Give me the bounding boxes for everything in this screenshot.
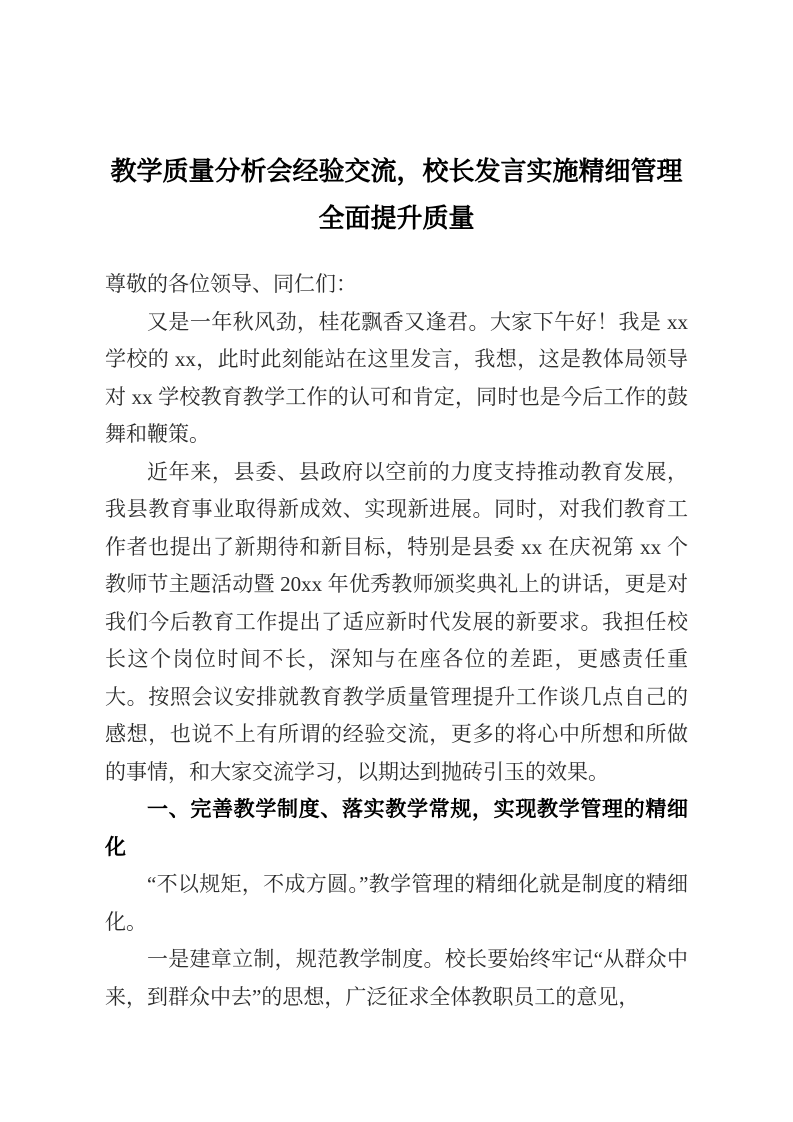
paragraph: 尊敬的各位领导、同仁们： xyxy=(105,272,357,296)
document-title: 教学质量分析会经验交流，校长发言实施精细管理全面提升质量 xyxy=(110,157,683,233)
paragraph: 近年来，县委、县政府以空前的力度支持推动教育发展，我县教育事业取得新成效、实现新进展。同时，对我们教育工作者也提出了新期待和新目标，特别是县委 xx 在庆祝第 xx 个教师节主题活动暨 20xx 年优秀教师颁奖典礼上的讲话，更是对我们今后教育工作提出了适应新时代发展的新要求。我担任校长这个岗位时间不长，深知与在座各位的差距，更感责任重大。按照会议安排就教育教学质量管理提升工作谈几点自己的感想，也说不上有所谓的经验交流，更多的将心中所想和所做的事情，和大家交流学习，以期达到抛砖引玉的效果。 xyxy=(105,459,688,784)
section-heading: 一、完善教学制度、落实教学常规，实现教学管理的精细化 xyxy=(105,797,688,859)
paragraph: “不以规矩，不成方圆。”教学管理的精细化就是制度的精细化。 xyxy=(105,872,688,934)
paragraph: 一是建章立制，规范教学制度。校长要始终牢记“从群众中来，到群众中去”的思想，广泛征求全体教职员工的意见， xyxy=(105,947,688,1009)
paragraph: 又是一年秋风劲，桂花飘香又逢君。大家下午好！我是 xx 学校的 xx，此时此刻能站在这里发言，我想，这是教体局领导对 xx 学校教育教学工作的认可和肯定，同时也是今后工作的鼓舞和鞭策。 xyxy=(105,309,688,446)
document-body xyxy=(105,266,688,1016)
